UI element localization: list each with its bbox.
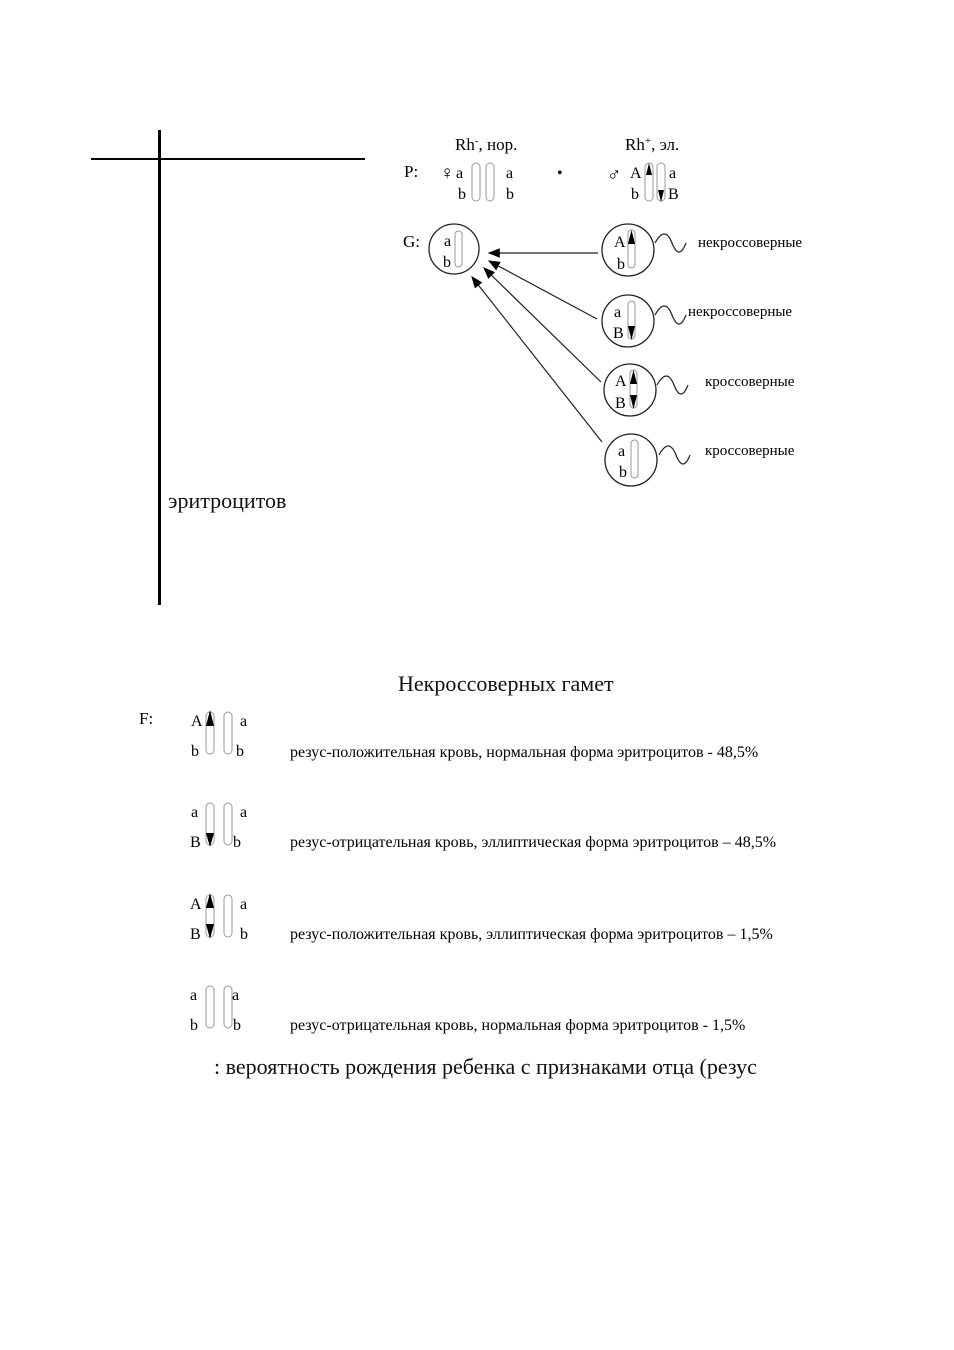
male-gamete-1-label: некроссоверные <box>698 235 803 251</box>
row-3-bottom-right: b <box>240 926 248 943</box>
male-gamete-2-label: некроссоверные <box>688 304 793 320</box>
female-parent-header: Rh-, нор. <box>455 135 518 154</box>
male-allele-right-top: a <box>669 165 677 182</box>
male-gamete-1 <box>602 224 686 276</box>
row-3-top-left: A <box>190 896 202 913</box>
female-chromosome-left <box>472 163 480 201</box>
male-gamete-2-bottom: B <box>613 325 624 342</box>
row-2-top-left: a <box>191 804 199 821</box>
arrow-gamete-2 <box>489 261 597 319</box>
female-chromosome-right <box>486 163 494 201</box>
female-gamete-chromosome <box>455 231 462 267</box>
female-gamete-top: a <box>444 233 452 250</box>
male-gamete-3 <box>604 364 688 416</box>
male-symbol: ♂ <box>607 165 622 186</box>
conclusion-text: : вероятность рождения ребенка с признаками отца (резус <box>214 1054 757 1079</box>
row-4-description: резус-отрицательная кровь, нормальная форма эритроцитов - 1,5% <box>290 1017 746 1034</box>
arrow-gamete-4 <box>472 277 602 442</box>
offspring-row-3-genotype <box>190 893 248 943</box>
row-2-top-right: a <box>240 804 248 821</box>
row-1-top-left: A <box>191 713 203 730</box>
row-3-description: резус-положительная кровь, эллиптическая форма эритроцитов – 1,5% <box>290 926 773 943</box>
row-1-description: резус-положительная кровь, нормальная форма эритроцитов - 48,5% <box>290 744 759 761</box>
female-gamete-bottom: b <box>443 254 451 271</box>
male-gamete-4 <box>605 434 690 486</box>
row-4-top-left: a <box>190 987 198 1004</box>
female-allele-right-top: a <box>506 165 514 182</box>
offspring-row-4-genotype <box>190 986 241 1034</box>
offspring-row-2-genotype <box>190 803 247 851</box>
left-cell-label: эритроцитов <box>168 488 287 513</box>
male-parent-header: Rh+, эл. <box>625 135 680 154</box>
row-4-bottom-left: b <box>190 1017 198 1034</box>
g-label: G: <box>403 232 420 251</box>
male-allele-left-top: A <box>630 165 642 182</box>
section-title: Некроссоверных гамет <box>398 671 614 696</box>
male-gamete-1-top: A <box>614 234 626 251</box>
male-gamete-3-bottom: B <box>615 395 626 412</box>
male-gamete-3-top: A <box>615 373 627 390</box>
row-3-bottom-left: B <box>190 926 201 943</box>
row-3-top-right: a <box>240 896 248 913</box>
row-1-bottom-left: b <box>191 743 199 760</box>
row-4-bottom-right: b <box>233 1017 241 1034</box>
row-1-bottom-right: b <box>236 743 244 760</box>
crossing-diagram <box>0 0 954 620</box>
offspring-diagram <box>0 690 954 1050</box>
row-4-top-right: a <box>232 987 240 1004</box>
male-gamete-4-top: a <box>618 443 626 460</box>
female-gamete-circle <box>429 224 479 274</box>
male-allele-marker-up <box>646 163 652 175</box>
f-label: F: <box>139 709 154 728</box>
offspring-row-1-genotype <box>191 710 247 760</box>
arrow-gamete-3 <box>484 268 601 382</box>
female-symbol: ♀ <box>440 163 455 184</box>
cross-symbol: • <box>557 165 563 182</box>
row-2-description: резус-отрицательная кровь, эллиптическая форма эритроцитов – 48,5% <box>290 834 777 851</box>
female-allele-left-bottom: b <box>458 186 466 203</box>
female-allele-left-top: a <box>456 165 464 182</box>
male-gamete-3-label: кроссоверные <box>705 374 795 390</box>
row-2-bottom-left: B <box>190 834 201 851</box>
row-2-bottom-right: b <box>233 834 241 851</box>
female-allele-right-bottom: b <box>506 186 514 203</box>
male-allele-right-bottom: B <box>668 186 679 203</box>
row-1-top-right: a <box>240 713 248 730</box>
male-gamete-4-bottom: b <box>619 464 627 481</box>
male-gamete-2-top: a <box>614 304 622 321</box>
p-label: P: <box>404 162 419 181</box>
male-allele-left-bottom: b <box>631 186 639 203</box>
male-gamete-2 <box>602 295 686 347</box>
male-gamete-1-bottom: b <box>617 256 625 273</box>
male-gamete-4-label: кроссоверные <box>705 443 795 459</box>
